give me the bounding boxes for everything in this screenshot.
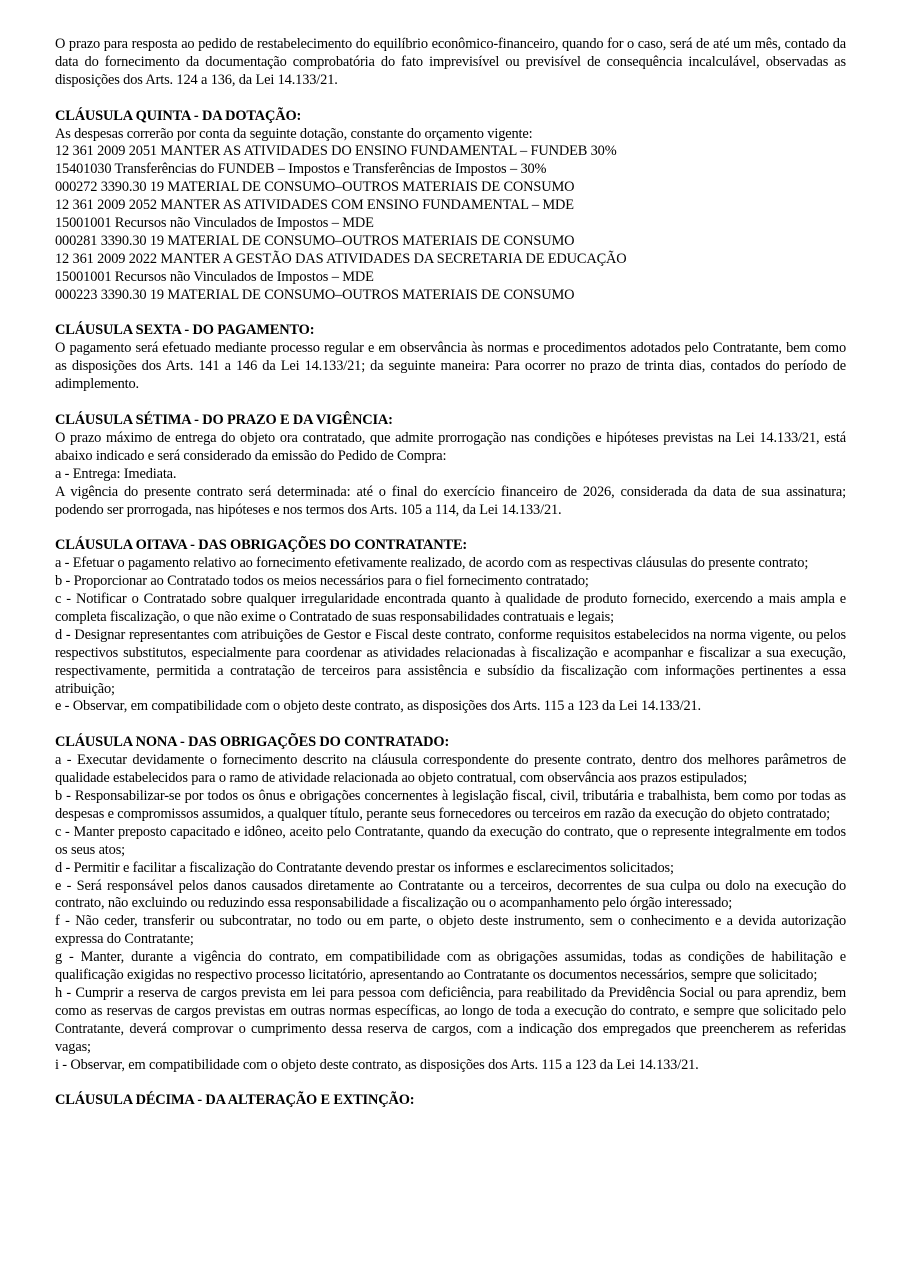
clause-paragraph: As despesas correrão por conta da seguinte dotação, constante do orçamento vigente: [55,125,533,142]
clause-paragraph: d - Permitir e facilitar a fiscalização do Contratante devendo prestar os informes e esclarecimentos solicitados; [55,859,674,876]
clause-paragraph: c - Manter preposto capacitado e idôneo, aceito pelo Contratante, quando da execução do contrato, que o represente integralmente em todos os seus atos; [55,823,846,858]
clause-paragraph: a - Executar devidamente o fornecimento descrito na cláusula correspondente do presente contrato, dentro dos melhores parâmetros de qualidade estabelecidos para o ramo de atividade relacionada ao objeto contratual, com observância aos prazos estipulados; [55,752,846,787]
clause-paragraph: O prazo máximo de entrega do objeto ora contratado, que admite prorrogação nas condições e hipóteses previstas na Lei 14.133/21, está abaixo indicado e será considerado da emissão do Pedido de Compra: [55,429,846,464]
clauses [55,108,846,1111]
clause-oitava [55,537,846,716]
budget-line: 12 361 2009 2052 MANTER AS ATIVIDADES COM ENSINO FUNDAMENTAL – MDE [55,197,574,214]
clause-paragraph: O pagamento será efetuado mediante processo regular e em observância às normas e procedimentos adotados pelo Contratante, bem como as disposições dos Arts. 141 a 146 da Lei 14.133/21; da seguinte maneira: Para ocorrer no prazo de trinta dias, contados do período de adimplemento. [55,340,846,393]
clause-heading: CLÁUSULA DÉCIMA - DA ALTERAÇÃO E EXTINÇÃO: [55,1092,415,1109]
clause-heading: CLÁUSULA SÉTIMA - DO PRAZO E DA VIGÊNCIA: [55,411,393,428]
clause-paragraph: A vigência do presente contrato será determinada: até o final do exercício financeiro de 2026, considerada da data de sua assinatura; podendo ser prorrogada, nas hipóteses e nos termos dos Arts. 105 a 114, da Lei 14.133/21. [55,483,846,518]
clause-quinta [55,108,846,305]
budget-line: 000223 3390.30 19 MATERIAL DE CONSUMO–OUTROS MATERIAIS DE CONSUMO [55,286,575,303]
budget-line: 000281 3390.30 19 MATERIAL DE CONSUMO–OUTROS MATERIAIS DE CONSUMO [55,232,575,249]
contract-document [55,36,846,1128]
clause-heading: CLÁUSULA QUINTA - DA DOTAÇÃO: [55,107,302,124]
intro-paragraph: O prazo para resposta ao pedido de restabelecimento do equilíbrio econômico-financeiro, quando for o caso, será de até um mês, contado da data do fornecimento da documentação comprobatória do fato imprevisível ou previsível de consequência incalculável, observadas as disposições dos Arts. 124 a 136, da Lei 14.133/21. [55,36,846,88]
clause-setima [55,412,846,519]
clause-paragraph: d - Designar representantes com atribuições de Gestor e Fiscal deste contrato, conforme requisitos estabelecidos na norma vigente, ou pelos respectivos substitutos, especialmente para coordenar as atividades relacionadas à fiscalização e acompanhar e fiscalizar a sua execução, respectivamente, permitida a contratação de terceiros para assistência e subsídio da fiscalização com informações pertinentes a essa atribuição; [55,626,846,697]
clause-paragraph: b - Responsabilizar-se por todos os ônus e obrigações concernentes à legislação fiscal, civil, tributária e trabalhista, bem como por todas as despesas e compromissos assumidos, a qualquer título, perante seus fornecedores ou terceiros em razão da execução do objeto contratado; [55,787,846,822]
clause-nona [55,734,846,1074]
clause-paragraph: h - Cumprir a reserva de cargos prevista em lei para pessoa com deficiência, para reabilitado da Previdência Social ou para aprendiz, bem como as reservas de cargos previstas em outras normas específicas, ao longo de toda a execução do contrato, e sempre que solicitado pelo Contratante, deverá comprovar o cumprimento dessa reserva de cargos, com a indicação dos empregados que preencherem as referidas vagas; [55,984,846,1055]
budget-line: 15001001 Recursos não Vinculados de Impostos – MDE [55,268,374,285]
clause-heading: CLÁUSULA OITAVA - DAS OBRIGAÇÕES DO CONTRATANTE: [55,537,468,554]
clause-paragraph: b - Proporcionar ao Contratado todos os meios necessários para o fiel fornecimento contratado; [55,573,589,590]
clause-paragraph: c - Notificar o Contratado sobre qualquer irregularidade encontrada quanto à qualidade de produto fornecido, exercendo a mais ampla e completa fiscalização, o que não exime o Contratado de suas responsabilidades contratuais e legais; [55,591,846,625]
budget-line: 000272 3390.30 19 MATERIAL DE CONSUMO–OUTROS MATERIAIS DE CONSUMO [55,179,575,196]
budget-line: 12 361 2009 2051 MANTER AS ATIVIDADES DO ENSINO FUNDAMENTAL – FUNDEB 30% [55,143,617,160]
clause-paragraph: g - Manter, durante a vigência do contrato, em compatibilidade com as obrigações assumidas, todas as condições de habilitação e qualificação exigidas no respectivo processo licitatório, apresentando ao Contratante os documentos necessários, sempre que solicitado; [55,949,846,984]
budget-line: 15001001 Recursos não Vinculados de Impostos – MDE [55,215,374,232]
clause-decima [55,1092,846,1110]
budget-line: 15401030 Transferências do FUNDEB – Impostos e Transferências de Impostos – 30% [55,161,547,178]
clause-paragraph: i - Observar, em compatibilidade com o objeto deste contrato, as disposições dos Arts. 115 a 123 da Lei 14.133/21. [55,1056,699,1073]
clause-heading: CLÁUSULA SEXTA - DO PAGAMENTO: [55,322,315,339]
clause-paragraph: f - Não ceder, transferir ou subcontratar, no todo ou em parte, o objeto deste instrumento, sem o conhecimento e a devida autorização expressa do Contratante; [55,913,846,948]
budget-line: 12 361 2009 2022 MANTER A GESTÃO DAS ATIVIDADES DA SECRETARIA DE EDUCAÇÃO [55,250,627,267]
clause-sexta [55,322,846,394]
clause-paragraph: e - Será responsável pelos danos causados diretamente ao Contratante ou a terceiros, decorrentes de sua culpa ou dolo na execução do contrato, não excluindo ou reduzindo essa responsabilidade a fiscalização ou o acompanhamento pelo órgão interessado; [55,877,846,912]
clause-paragraph: a - Entrega: Imediata. [55,465,177,482]
clause-paragraph: e - Observar, em compatibilidade com o objeto deste contrato, as disposições dos Arts. 115 a 123 da Lei 14.133/21. [55,698,702,715]
clause-heading: CLÁUSULA NONA - DAS OBRIGAÇÕES DO CONTRATADO: [55,734,450,751]
clause-paragraph: a - Efetuar o pagamento relativo ao fornecimento efetivamente realizado, de acordo com as respectivas cláusulas do presente contrato; [55,555,809,572]
intro-section [55,36,846,90]
